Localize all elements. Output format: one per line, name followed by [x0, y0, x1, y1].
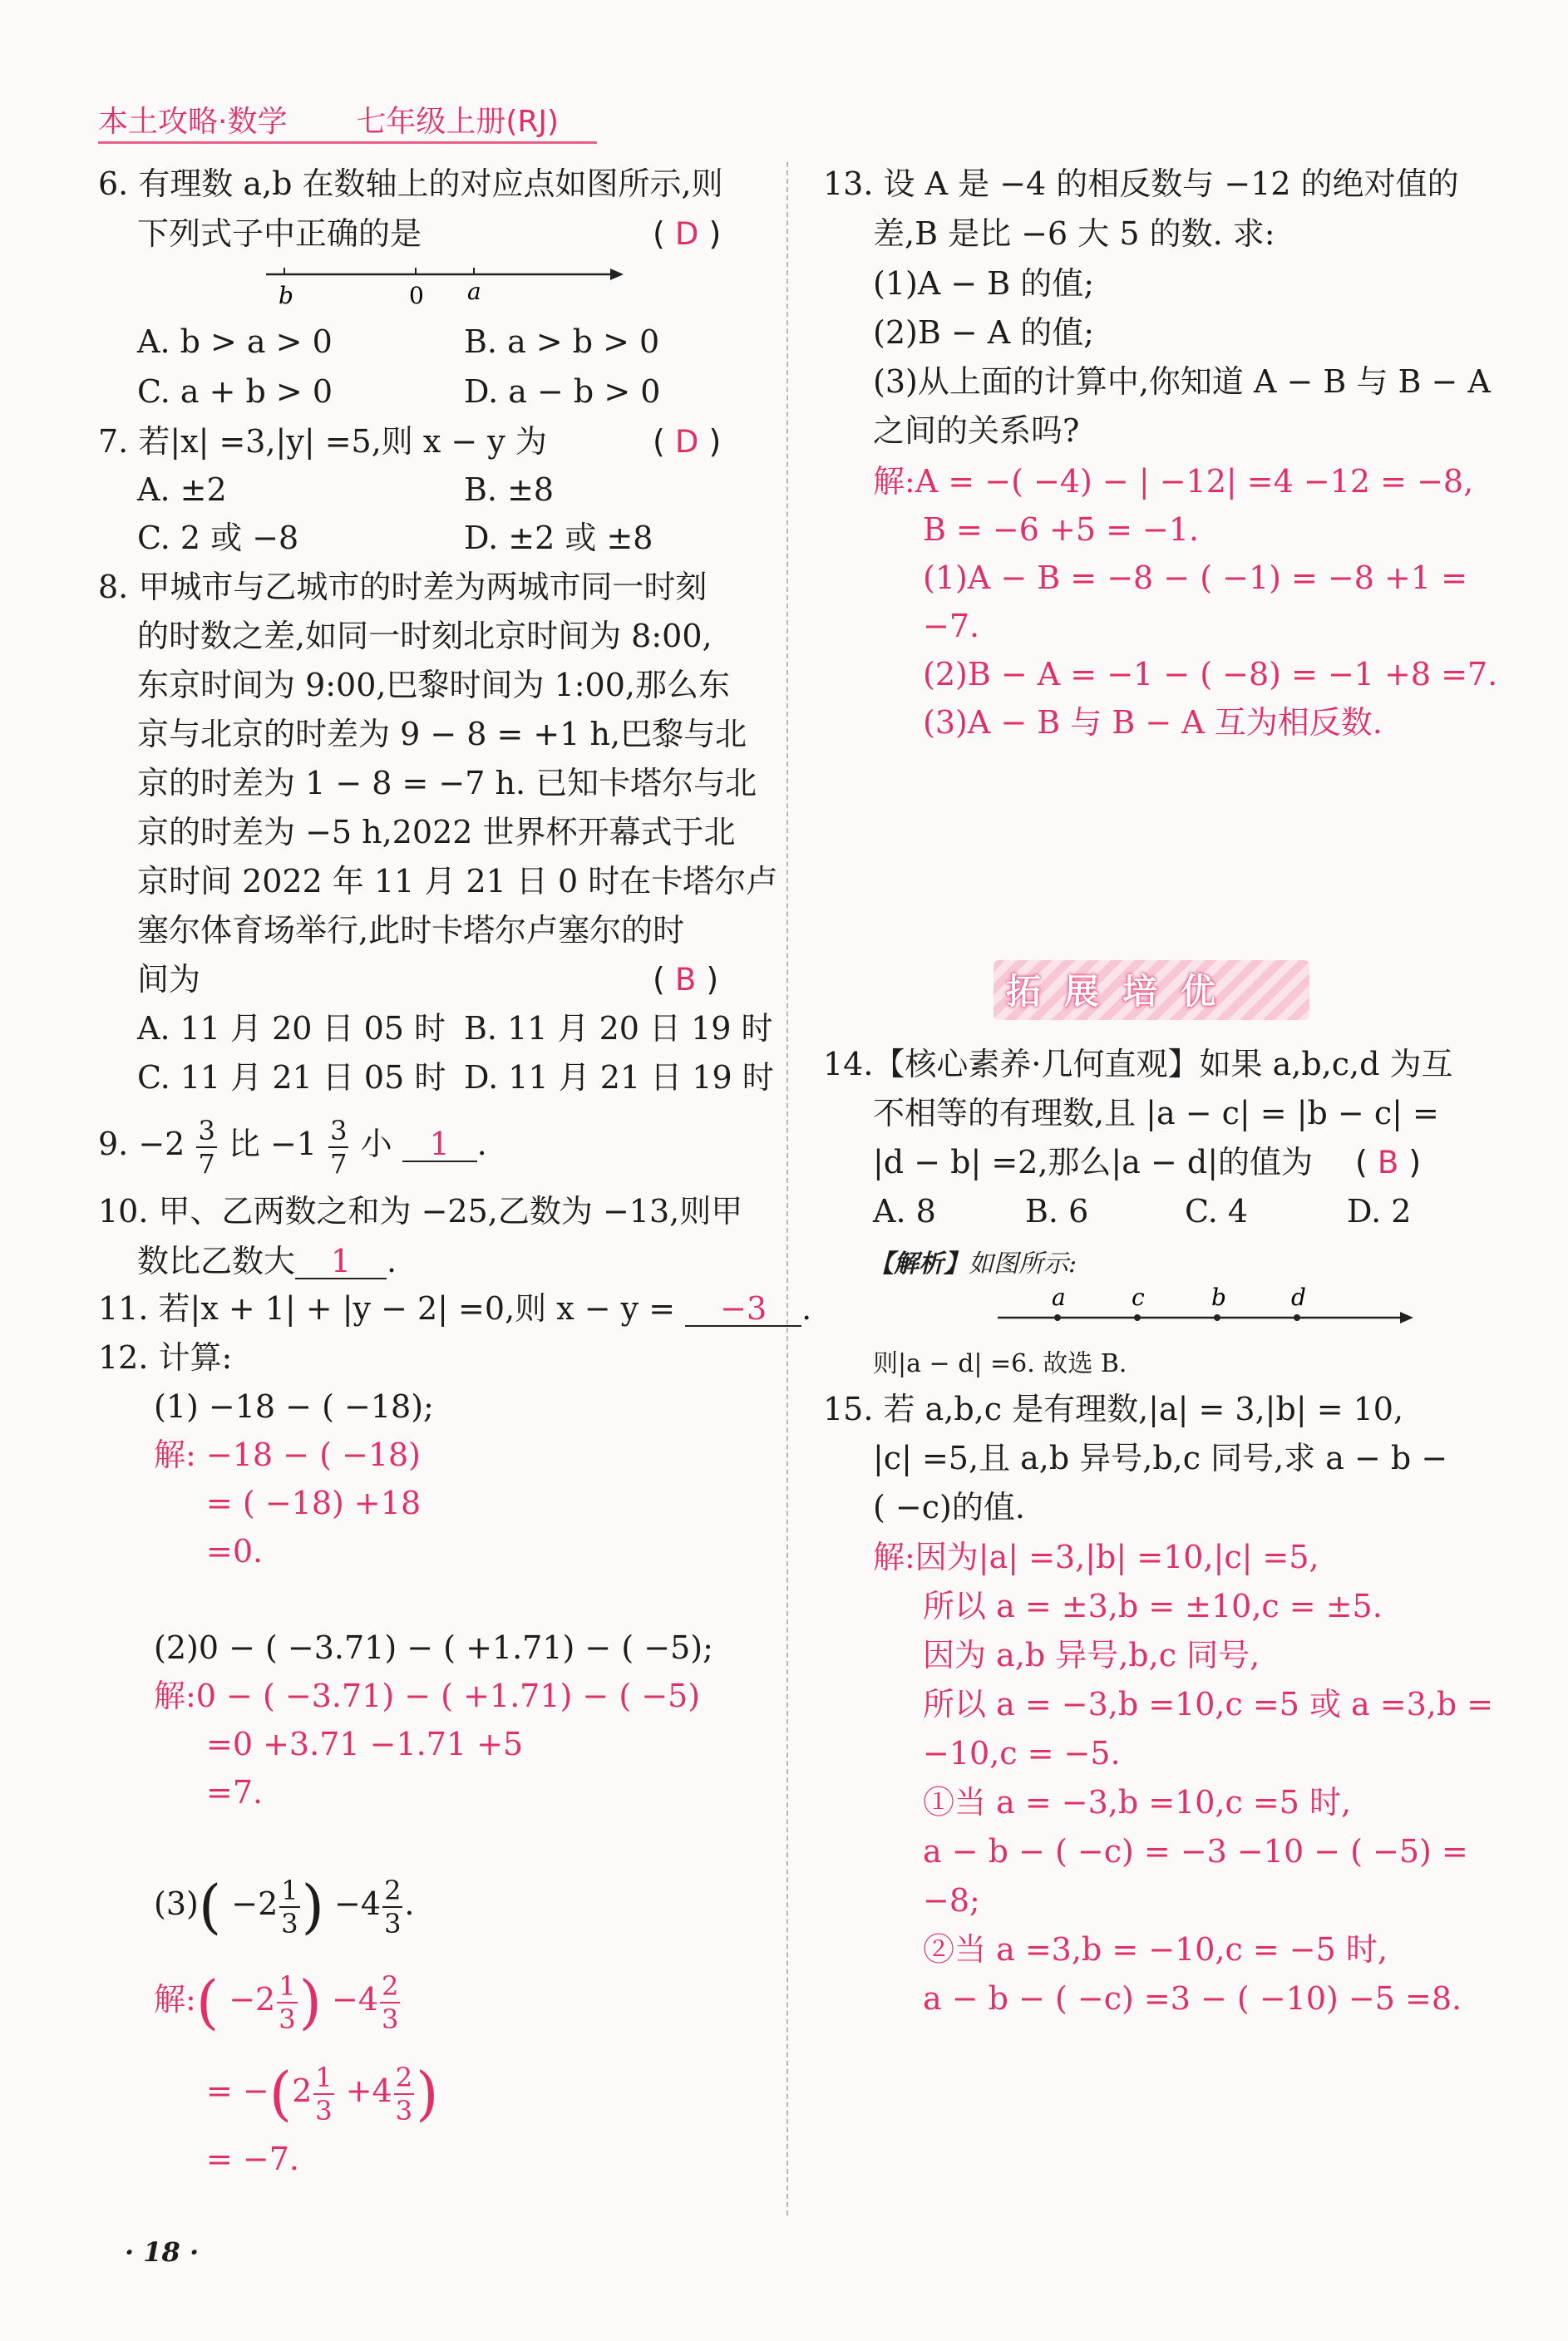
q8-answer-paren: ( B ): [653, 961, 719, 998]
q12-s3-l2-lparen: (: [269, 2059, 293, 2128]
q7-answer-paren: ( D ): [653, 423, 722, 460]
q13-line-4: (2)B − A 的值;: [873, 314, 1095, 351]
q9-mid: 比 −1: [228, 1126, 318, 1162]
q6-option-a: A. b > a > 0: [137, 323, 333, 360]
q14-point-c: [1134, 1314, 1141, 1321]
q12-s3-l2-f2n: 2: [395, 2061, 413, 2093]
q7-answer: D: [674, 424, 699, 460]
q8-line-5: 京的时差为 1 − 8 = −7 h. 已知卡塔尔与北: [137, 765, 757, 801]
q12-sol3-line2: [206, 2058, 439, 2128]
q12-sol2-line2: =0 +3.71 −1.71 +5: [206, 1726, 524, 1762]
q13-line-6: 之间的关系吗?: [873, 412, 1080, 449]
q12-s3-l2-frac1: [313, 2061, 333, 2127]
q11: [98, 1284, 811, 1333]
q12-sol3-line3: = −7.: [206, 2141, 300, 2177]
q12-part3: [154, 1870, 415, 1941]
q14-label-b: b: [1211, 1284, 1226, 1311]
q12-sol1-line1: 解: −18 − ( −18): [154, 1437, 421, 1473]
q7-option-a: A. ±2: [137, 471, 227, 508]
q12-s3-f1d: 3: [279, 2003, 296, 2035]
q13-sol-line-5: (2)B − A = −1 − ( −8) = −1 +8 =7.: [923, 656, 1498, 692]
q12-p3-frac1: [279, 1874, 299, 1939]
q12-s3-l2-f1n: 1: [315, 2061, 333, 2093]
q12-p3-f1n: 1: [281, 1874, 298, 1906]
q10-answer: 1: [295, 1244, 387, 1279]
q12-s3-rparen: ): [298, 1968, 322, 2037]
grade-label: 七年级上册(RJ): [356, 105, 560, 139]
q8-line-4: 京与北京的时差为 9 − 8 = +1 h,巴黎与北: [137, 716, 747, 752]
q12-p3-lparen: (: [198, 1872, 222, 1941]
q14-answer-paren: ( B ): [1355, 1144, 1422, 1180]
q9-f1-num: 3: [198, 1114, 215, 1146]
q12-p3-f2n: 2: [384, 1874, 402, 1906]
q14-axis-arrow: [1400, 1312, 1413, 1323]
q12-s3-int2: −4: [332, 1981, 379, 2018]
q12-s3-l2-f1d: 3: [315, 2094, 333, 2127]
q6-number-line: [258, 258, 632, 316]
q9-f2-den: 7: [330, 1147, 348, 1180]
q10-line-1: 10. 甲、乙两数之和为 −25,乙数为 −13,则甲: [98, 1193, 743, 1230]
q6-label-b: b: [279, 282, 293, 309]
q13-sol-line-2: B = −6 +5 = −1.: [923, 511, 1200, 548]
q14-point-a: [1054, 1314, 1061, 1321]
q14-option-b: B. 6: [1025, 1193, 1089, 1230]
q13-sol-line-3: (1)A − B = −8 − ( −1) = −8 +1 =: [923, 559, 1467, 596]
q8-answer: B: [674, 962, 697, 998]
q12-s3-l2-f2d: 3: [395, 2094, 413, 2127]
q12-p3-int1: −2: [231, 1885, 279, 1922]
q12-p3-label: (3): [154, 1885, 199, 1922]
q12-sol1-line2: = ( −18) +18: [206, 1485, 422, 1521]
q6-axis-arrow: [610, 269, 624, 280]
q14-analysis: [869, 1243, 1077, 1279]
header-underline: [98, 141, 597, 144]
q14-label-c: c: [1132, 1284, 1145, 1311]
q12-p3-int2: −4: [334, 1885, 382, 1922]
q6-option-c: C. a + b > 0: [137, 373, 333, 410]
q6-label-a: a: [467, 278, 481, 305]
column-divider: [786, 162, 788, 2215]
q6-stem-line1: 6. 有理数 a,b 在数轴上的对应点如图所示,则: [98, 165, 723, 202]
q13-sol-line-6: (3)A − B 与 B − A 互为相反数.: [923, 704, 1383, 741]
q7-option-b: B. ±8: [464, 471, 555, 508]
q15-line-1: 15. 若 a,b,c 是有理数,|a| = 3,|b| = 10,: [823, 1391, 1404, 1427]
q12-title: 12. 计算:: [98, 1339, 233, 1376]
q12-s3-f1n: 1: [279, 1969, 296, 2002]
q14-number-line: [998, 1280, 1422, 1338]
q12-p3-frac2: [382, 1874, 402, 1939]
q8-line-3: 东京时间为 9:00,巴黎时间为 1:00,那么东: [137, 667, 730, 703]
q13-line-1: 13. 设 A 是 −4 的相反数与 −12 的绝对值的: [823, 165, 1459, 202]
q6-answer-paren: ( D ): [653, 215, 722, 252]
q9: [98, 1111, 487, 1180]
q8-option-a: A. 11 月 20 日 05 时: [137, 1010, 446, 1047]
q8-line-2: 的时数之差,如同一时刻北京时间为 8:00,: [137, 618, 713, 654]
q13-sol-line-1: 解:A = −( −4) − | −12| =4 −12 = −8,: [873, 463, 1474, 500]
q8-line-8: 塞尔体育场举行,此时卡塔尔卢塞尔的时: [137, 912, 685, 949]
q6-answer: D: [674, 216, 699, 252]
q15-sol-line-5: −10,c = −5.: [923, 1735, 1121, 1772]
q6-option-b: B. a > b > 0: [464, 323, 660, 360]
q15-sol-line-9: ②当 a =3,b = −10,c = −5 时,: [923, 1931, 1388, 1968]
q6-label-0: 0: [409, 282, 424, 309]
q14-line-1: 14.【核心素养·几何直观】如果 a,b,c,d 为互: [823, 1046, 1453, 1082]
q12-s3-int1: −2: [229, 1981, 276, 2018]
q12-s3-label: 解:: [154, 1981, 196, 2018]
q14-analysis-text: 如图所示:: [969, 1249, 1077, 1279]
q8-line-6: 京的时差为 −5 h,2022 世界杯开幕式于北: [137, 814, 736, 850]
q14-conclusion: 则|a − d| =6. 故选 B.: [873, 1349, 1127, 1378]
q15-sol-line-3: 因为 a,b 异号,b,c 同号,: [923, 1637, 1260, 1673]
q9-suffix: 小: [360, 1126, 392, 1162]
q9-fraction-2: [328, 1114, 348, 1180]
q9-f1-den: 7: [198, 1147, 215, 1180]
q13-line-3: (1)A − B 的值;: [873, 265, 1095, 302]
q7-stem: 7. 若|x| =3,|y| =5,则 x − y 为: [98, 423, 547, 460]
q14-answer: B: [1377, 1145, 1399, 1180]
q7-option-c: C. 2 或 −8: [137, 520, 299, 556]
q12-sol1-line3: =0.: [206, 1533, 264, 1570]
q12-s3-l2-int2: +4: [345, 2072, 392, 2109]
q12-s3-frac2: [380, 1969, 400, 2035]
q9-answer: 1: [402, 1127, 477, 1162]
q8-option-b: B. 11 月 20 日 19 时: [464, 1010, 773, 1047]
q11-answer: −3: [685, 1292, 801, 1327]
q8-option-c: C. 11 月 21 日 05 时: [137, 1059, 446, 1096]
q12-p3-end: .: [404, 1885, 415, 1922]
q12-s3-l2-eq: = −: [206, 2072, 269, 2109]
q15-line-3: ( −c)的值.: [873, 1489, 1025, 1525]
q10-line-2: [137, 1237, 397, 1285]
q8-line-9: 间为: [137, 961, 201, 998]
q14-option-c: C. 4: [1185, 1193, 1249, 1230]
q9-f2-num: 3: [330, 1114, 348, 1146]
q15-sol-line-1: 解:因为|a| =3,|b| =10,|c| =5,: [873, 1539, 1319, 1575]
q10-end: .: [387, 1243, 397, 1279]
q8-line-7: 京时间 2022 年 11 月 21 日 0 时在卡塔尔卢: [137, 863, 778, 899]
q15-sol-line-10: a − b − ( −c) =3 − ( −10) −5 =8.: [923, 1980, 1462, 2017]
section-title: 拓展培优: [1006, 971, 1240, 1012]
q14-point-b: [1214, 1314, 1220, 1321]
q12-part2: (2)0 − ( −3.71) − ( +1.71) − ( −5);: [154, 1629, 713, 1666]
q12-s3-l2-rparen: ): [416, 2059, 439, 2128]
q9-end: .: [476, 1126, 487, 1162]
q14-analysis-label: 【解析】: [869, 1249, 969, 1279]
q12-part1: (1) −18 − ( −18);: [154, 1388, 434, 1425]
q12-s3-f2d: 3: [382, 2003, 399, 2035]
q13-line-2: 差,B 是比 −6 大 5 的数. 求:: [873, 215, 1275, 252]
q15-sol-line-2: 所以 a = ±3,b = ±10,c = ±5.: [923, 1588, 1383, 1624]
q12-p3-f1d: 3: [281, 1907, 298, 1939]
q12-p3-f2d: 3: [384, 1907, 402, 1939]
q14-option-d: D. 2: [1347, 1193, 1412, 1230]
q6-stem-line2: 下列式子中正确的是: [137, 215, 422, 252]
q12-s3-lparen: (: [195, 1968, 219, 2037]
q12-s3-l2-int1: 2: [292, 2072, 313, 2109]
q15-line-2: |c| =5,且 a,b 异号,b,c 同号,求 a − b −: [873, 1440, 1448, 1476]
q8-line-1: 8. 甲城市与乙城市的时差为两城市同一时刻: [98, 569, 708, 605]
q14-label-a: a: [1052, 1284, 1066, 1311]
q15-sol-line-7: a − b − ( −c) = −3 −10 − ( −5) =: [923, 1833, 1468, 1870]
q12-sol2-line3: =7.: [206, 1774, 264, 1811]
q14-point-d: [1294, 1314, 1300, 1321]
q12-s3-f2n: 2: [382, 1969, 399, 2002]
q14-option-a: A. 8: [873, 1193, 936, 1230]
header: [98, 98, 559, 140]
q7-option-d: D. ±2 或 ±8: [464, 520, 653, 556]
q12-p3-rparen: ): [301, 1872, 324, 1941]
q14-line-3: |d − b| =2,那么|a − d|的值为: [873, 1144, 1314, 1180]
q12-s3-l2-frac2: [394, 2061, 414, 2127]
q12-sol3-line1: [154, 1966, 402, 2037]
q12-sol2-line1: 解:0 − ( −3.71) − ( +1.71) − ( −5): [154, 1678, 701, 1714]
book-title: 本土攻略·数学: [98, 105, 288, 139]
q12-s3-frac1: [277, 1969, 297, 2035]
page-number: · 18 ·: [125, 2236, 200, 2268]
q6-option-d: D. a − b > 0: [464, 373, 661, 410]
q15-sol-line-4: 所以 a = −3,b =10,c =5 或 a =3,b =: [923, 1686, 1494, 1722]
q15-sol-line-8: −8;: [923, 1882, 980, 1919]
q13-sol-line-4: −7.: [923, 608, 980, 644]
q13-line-5: (3)从上面的计算中,你知道 A − B 与 B − A: [873, 363, 1491, 400]
q8-option-d: D. 11 月 21 日 19 时: [464, 1059, 774, 1096]
q10-line-2-text: 数比乙数大: [137, 1243, 296, 1279]
q14-label-d: d: [1291, 1284, 1306, 1311]
q9-prefix: 9. −2: [98, 1126, 185, 1162]
q9-fraction-1: [196, 1114, 216, 1180]
q11-end: .: [801, 1290, 812, 1327]
q14-line-2: 不相等的有理数,且 |a − c| = |b − c| =: [873, 1095, 1439, 1131]
q15-sol-line-6: ①当 a = −3,b =10,c =5 时,: [923, 1784, 1352, 1821]
q11-stem: 11. 若|x + 1| + |y − 2| =0,则 x − y =: [98, 1290, 676, 1327]
